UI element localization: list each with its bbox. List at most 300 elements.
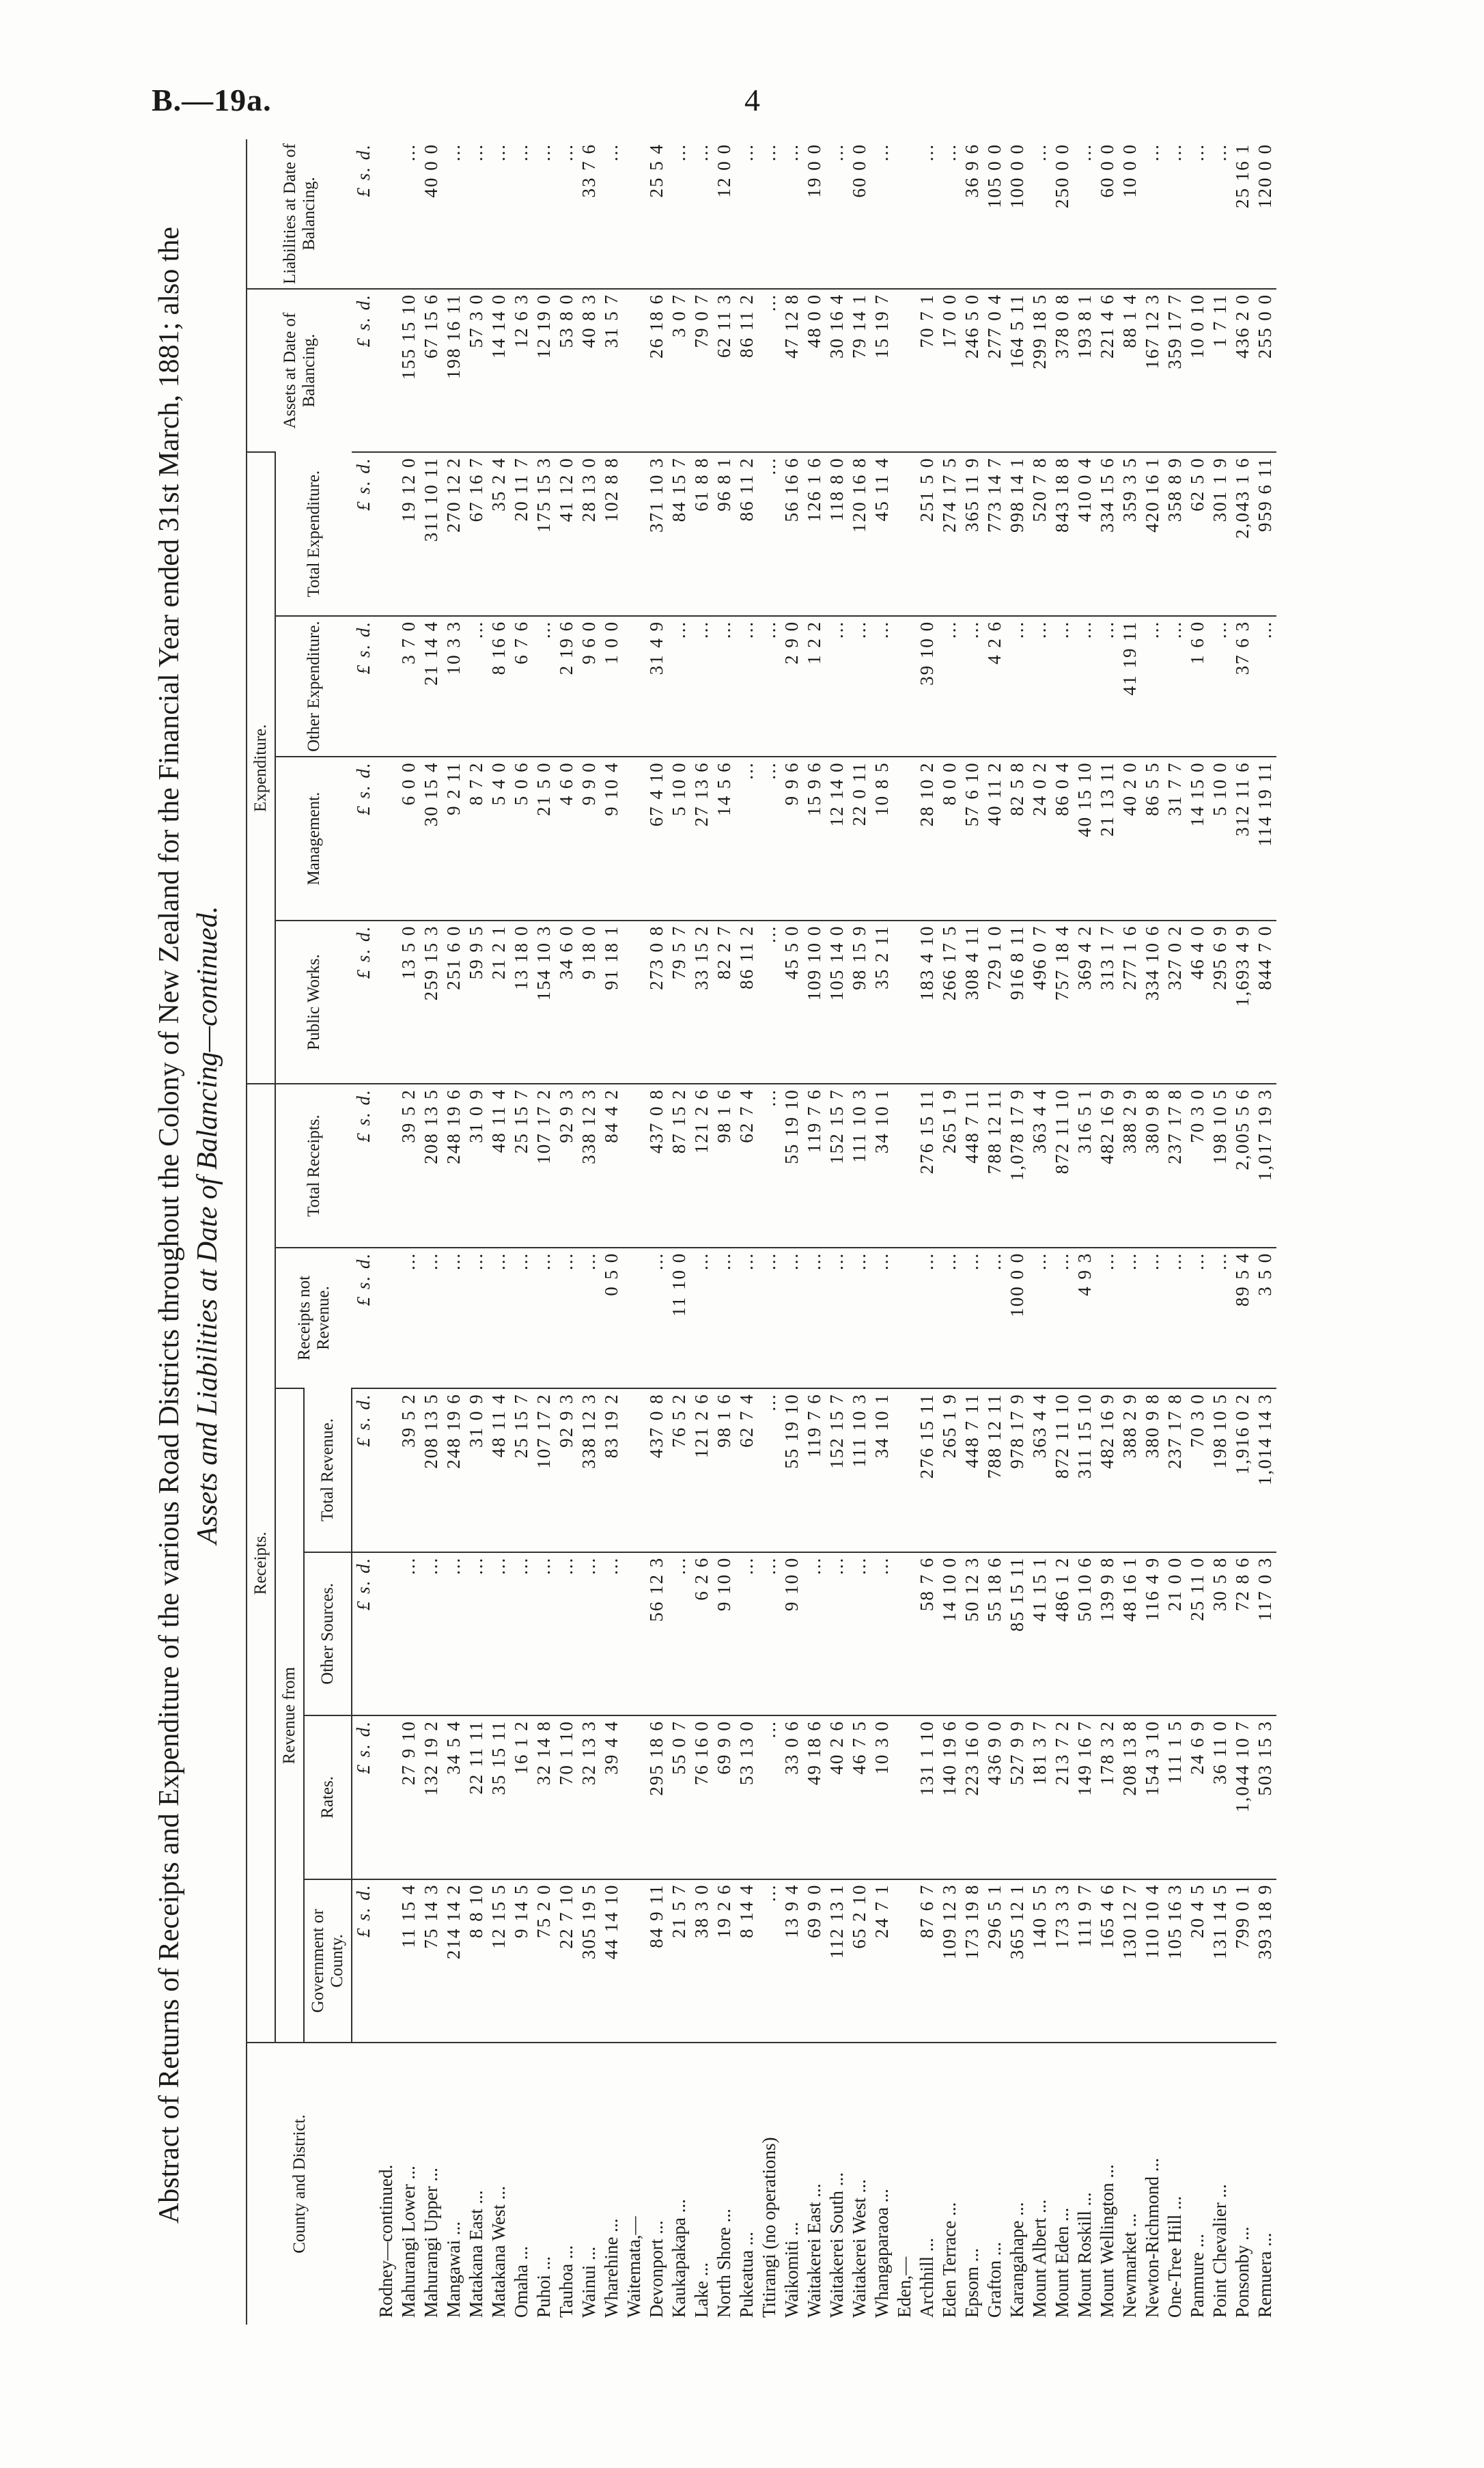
table-cell: 69 9 0: [713, 1715, 736, 1879]
table-cell: 1 6 0: [1186, 616, 1209, 757]
table-cell: 311 15 10: [1074, 1388, 1096, 1552]
table-cell: ...: [420, 1552, 443, 1715]
units-cell: £ s. d.: [352, 1388, 375, 1552]
table-cell: 34 5 4: [443, 1715, 465, 1879]
table-cell: ...: [1209, 1248, 1231, 1388]
district-name: Point Chevalier ...: [1209, 2043, 1231, 2325]
district-name: Wainui ...: [578, 2043, 600, 2325]
table-row: [488, 139, 510, 2325]
table-cell: 67 15 6: [420, 289, 443, 452]
table-cell: ...: [758, 1388, 781, 1552]
table-cell: 301 1 9: [1209, 452, 1231, 615]
table-cell: 87 6 7: [916, 1879, 938, 2043]
table-cell: 67 16 7: [465, 452, 488, 615]
table-cell: 65 2 10: [848, 1879, 871, 2043]
table-cell: 154 3 10: [1141, 1715, 1164, 1879]
table-cell: 53 13 0: [736, 1715, 758, 1879]
table-cell: ...: [690, 616, 713, 757]
district-name: Grafton ...: [983, 2043, 1006, 2325]
table-cell: 27 9 10: [397, 1715, 420, 1879]
table-cell: 208 13 5: [420, 1084, 443, 1248]
table-cell: 334 10 6: [1141, 921, 1164, 1084]
table-cell: ...: [668, 1552, 690, 1715]
table-cell: 193 8 1: [1074, 289, 1096, 452]
table-cell: ...: [758, 921, 781, 1084]
district-name: Eden,—: [893, 2043, 916, 2325]
table-row: [713, 139, 736, 2325]
table-cell: 57 6 10: [961, 757, 983, 920]
table-cell: 118 8 0: [826, 452, 848, 615]
table-cell: 1,078 17 9: [1006, 1084, 1028, 1248]
table-cell: ...: [1028, 1248, 1051, 1388]
table-cell: 111 10 3: [848, 1388, 871, 1552]
table-cell: [623, 139, 645, 289]
table-cell: ...: [1142, 143, 1162, 162]
table-cell: 248 19 6: [443, 1084, 465, 1248]
table-cell: 50 10 6: [1074, 1552, 1096, 1715]
table-cell: 9 9 6: [781, 757, 803, 920]
table-cell: [893, 289, 916, 452]
table-cell: 152 15 7: [826, 1388, 848, 1552]
section-row: [375, 139, 397, 2325]
total-receipts-header: Total Receipts.: [275, 1084, 352, 1248]
table-cell: 17 0 0: [938, 289, 961, 452]
table-cell: 98 1 6: [713, 1084, 736, 1248]
district-name: Titirangi (no operations): [758, 2043, 781, 2325]
table-cell: 6 7 6: [510, 616, 533, 757]
table-cell: ...: [939, 143, 960, 162]
table-cell: 40 2 6: [826, 1715, 848, 1879]
table-cell: 62 7 4: [736, 1388, 758, 1552]
table-cell: [375, 616, 397, 757]
table-row: [600, 139, 623, 2325]
table-cell: 0 5 0: [600, 1248, 623, 1388]
table-cell: 31 5 7: [600, 289, 623, 452]
table-cell: ...: [600, 1552, 623, 1715]
table-cell: 84 9 11: [645, 1879, 668, 2043]
table-cell: 33 0 6: [781, 1715, 803, 1879]
table-cell: 34 6 0: [555, 921, 578, 1084]
table-cell: ...: [916, 143, 937, 162]
table-cell: 112 13 1: [826, 1879, 848, 2043]
table-cell: 237 17 8: [1164, 1084, 1186, 1248]
table-cell: 25 15 7: [510, 1084, 533, 1248]
table-cell: [623, 1552, 645, 1715]
table-cell: 39 4 4: [600, 1715, 623, 1879]
table-cell: 312 11 6: [1231, 757, 1254, 920]
table-cell: ...: [488, 1552, 510, 1715]
table-cell: ...: [1051, 1248, 1074, 1388]
table-cell: ...: [1028, 616, 1051, 757]
table-cell: 959 6 11: [1254, 452, 1276, 615]
table-cell: 111 10 3: [848, 1084, 871, 1248]
table-cell: 178 3 2: [1096, 1715, 1119, 1879]
table-cell: 60 0 0: [849, 143, 869, 198]
table-cell: 32 14 8: [533, 1715, 555, 1879]
table-cell: [375, 1879, 397, 2043]
table-cell: 37 6 3: [1231, 616, 1254, 757]
table-cell: 86 11 2: [736, 289, 758, 452]
table-cell: 9 14 5: [510, 1879, 533, 2043]
table-cell: 32 13 3: [578, 1715, 600, 1879]
table-cell: 410 0 4: [1074, 452, 1096, 615]
table-cell: 4 2 6: [983, 616, 1006, 757]
table-cell: [623, 1879, 645, 2043]
table-cell: 19 0 0: [804, 143, 824, 198]
table-cell: 33 15 2: [690, 921, 713, 1084]
table-cell: 84 15 7: [668, 452, 690, 615]
table-cell: 98 1 6: [713, 1388, 736, 1552]
table-cell: 121 2 6: [690, 1084, 713, 1248]
table-cell: 2 9 0: [781, 616, 803, 757]
table-cell: ...: [758, 616, 781, 757]
table-cell: 119 7 6: [803, 1084, 826, 1248]
table-cell: 173 3 3: [1051, 1879, 1074, 2043]
table-cell: 21 5 0: [533, 757, 555, 920]
table-cell: [623, 921, 645, 1084]
table-cell: ...: [488, 143, 509, 162]
table-cell: 4 9 3: [1074, 1248, 1096, 1388]
table-cell: 55 18 6: [983, 1552, 1006, 1715]
table-cell: 1 2 2: [803, 616, 826, 757]
table-cell: 14 15 0: [1186, 757, 1209, 920]
table-row: [983, 139, 1006, 2325]
title-line-1: Abstract of Returns of Receipts and Expenditure of the various Road Districts throughout the Colony of New Zealand for the Financial Year ended 31st March, 1881; also the: [154, 226, 185, 2224]
table-cell: 1,693 4 9: [1231, 921, 1254, 1084]
table-cell: 107 17 2: [533, 1388, 555, 1552]
table-cell: [893, 616, 916, 757]
table-row: [1096, 139, 1119, 2325]
table-cell: 114 19 11: [1254, 757, 1276, 920]
table-cell: 55 0 7: [668, 1715, 690, 1879]
table-cell: 436 2 0: [1231, 289, 1254, 452]
table-cell: 380 9 8: [1141, 1084, 1164, 1248]
table-cell: 48 0 0: [803, 289, 826, 452]
table-cell: [893, 139, 916, 289]
table-cell: 45 5 0: [781, 921, 803, 1084]
district-name: Mount Albert ...: [1028, 2043, 1051, 2325]
table-cell: 14 5 6: [713, 757, 736, 920]
table-cell: 20 4 5: [1186, 1879, 1209, 2043]
table-cell: ...: [578, 1248, 600, 1388]
table-row: [871, 139, 893, 2325]
table-cell: 25 16 1: [1232, 143, 1252, 208]
table-cell: 84 4 2: [600, 1084, 623, 1248]
district-name: Wharehine ...: [600, 2043, 623, 2325]
table-cell: 13 5 0: [397, 921, 420, 1084]
table-cell: ...: [736, 1552, 758, 1715]
table-cell: 2 19 6: [555, 616, 578, 757]
county-header: County and District.: [247, 2043, 352, 2325]
table-cell: 38 3 0: [690, 1879, 713, 2043]
table-cell: 15 9 6: [803, 757, 826, 920]
table-cell: 10 8 5: [871, 757, 893, 920]
table-cell: 27 13 6: [690, 757, 713, 920]
table-cell: ...: [465, 1248, 488, 1388]
table-cell: 120 0 0: [1255, 143, 1275, 208]
units-cell: £ s. d.: [352, 1552, 375, 1715]
table-cell: 34 10 1: [871, 1084, 893, 1248]
table-row: [736, 139, 758, 2325]
district-name: Tauhoa ...: [555, 2043, 578, 2325]
table-cell: 14 10 0: [938, 1552, 961, 1715]
table-cell: 24 6 9: [1186, 1715, 1209, 1879]
table-cell: 8 0 0: [938, 757, 961, 920]
table-cell: 843 18 8: [1051, 452, 1074, 615]
table-cell: [375, 1715, 397, 1879]
table-cell: ...: [443, 1552, 465, 1715]
table-cell: 76 16 0: [690, 1715, 713, 1879]
table-row: [938, 139, 961, 2325]
table-cell: 11 15 4: [397, 1879, 420, 2043]
table-cell: 214 14 2: [443, 1879, 465, 2043]
table-cell: 100 0 0: [1007, 143, 1027, 208]
district-name: Kaukapakapa ...: [668, 2043, 690, 2325]
units-cell: £ s. d.: [352, 1879, 375, 2043]
table-cell: [375, 289, 397, 452]
table-cell: ...: [781, 1248, 803, 1388]
table-cell: 79 0 7: [690, 289, 713, 452]
table-cell: 420 16 1: [1141, 452, 1164, 615]
table-cell: 41 12 0: [555, 452, 578, 615]
table-cell: 299 18 5: [1028, 289, 1051, 452]
table-cell: 13 9 4: [781, 1879, 803, 2043]
table-cell: 198 10 5: [1209, 1388, 1231, 1552]
table-cell: ...: [397, 1552, 420, 1715]
district-name: Pukeatua ...: [736, 2043, 758, 2325]
table-cell: 69 9 0: [803, 1879, 826, 2043]
table-cell: ...: [1141, 616, 1164, 757]
table-cell: 359 3 5: [1119, 452, 1141, 615]
table-cell: 98 15 9: [848, 921, 871, 1084]
table-cell: 9 10 4: [600, 757, 623, 920]
table-cell: 105 0 0: [984, 143, 1005, 208]
table-cell: 25 15 7: [510, 1388, 533, 1552]
table-cell: [893, 1879, 916, 2043]
page-ref: B.—19a.: [152, 83, 272, 117]
table-cell: 36 11 0: [1209, 1715, 1231, 1879]
table-cell: 788 12 11: [983, 1084, 1006, 1248]
table-cell: 183 4 10: [916, 921, 938, 1084]
table-cell: 47 12 8: [781, 289, 803, 452]
table-cell: ...: [443, 143, 464, 162]
district-name: Newton-Richmond ...: [1141, 2043, 1164, 2325]
table-cell: ...: [758, 1715, 781, 1879]
table-cell: 35 2 11: [871, 921, 893, 1084]
table-cell: ...: [938, 616, 961, 757]
table-cell: ...: [758, 1084, 781, 1248]
table-cell: ...: [916, 1248, 938, 1388]
table-cell: 53 8 0: [555, 289, 578, 452]
district-name: Puhoi ...: [533, 2043, 555, 2325]
table-cell: ...: [465, 616, 488, 757]
table-cell: 40 15 10: [1074, 757, 1096, 920]
table-cell: 36 9 6: [962, 143, 982, 198]
table-cell: 872 11 10: [1051, 1084, 1074, 1248]
table-cell: 2,043 1 6: [1231, 452, 1254, 615]
table-cell: 75 2 0: [533, 1879, 555, 2043]
table-row: [826, 139, 848, 2325]
table-cell: 152 15 7: [826, 1084, 848, 1248]
table-cell: 131 1 10: [916, 1715, 938, 1879]
table-row: [645, 139, 668, 2325]
table-cell: 448 7 11: [961, 1388, 983, 1552]
table-cell: 998 14 1: [1006, 452, 1028, 615]
table-cell: 48 11 4: [488, 1084, 510, 1248]
table-cell: 149 16 7: [1074, 1715, 1096, 1879]
table-cell: 8 8 10: [465, 1879, 488, 2043]
district-name: Mahurangi Lower ...: [397, 2043, 420, 2325]
table-cell: 22 0 11: [848, 757, 871, 920]
table-cell: 82 2 7: [713, 921, 736, 1084]
table-cell: ...: [871, 1552, 893, 1715]
table-cell: 92 9 3: [555, 1388, 578, 1552]
table-cell: 76 5 2: [668, 1388, 690, 1552]
table-cell: 55 19 10: [781, 1388, 803, 1552]
table-cell: ...: [1164, 616, 1186, 757]
table-cell: 35 15 11: [488, 1715, 510, 1879]
district-name: Omaha ...: [510, 2043, 533, 2325]
table-cell: 3 0 7: [668, 289, 690, 452]
table-cell: 121 2 6: [690, 1388, 713, 1552]
table-cell: 56 16 6: [781, 452, 803, 615]
table-cell: 25 11 0: [1186, 1552, 1209, 1715]
district-name: Mount Wellington ...: [1096, 2043, 1119, 2325]
district-name: Waikomiti ...: [781, 2043, 803, 2325]
table-cell: 436 9 0: [983, 1715, 1006, 1879]
table-cell: [375, 1388, 397, 1552]
table-row: [1006, 139, 1028, 2325]
units-cell: £ s. d.: [352, 757, 375, 920]
table-cell: 237 17 8: [1164, 1388, 1186, 1552]
table-cell: 248 19 6: [443, 1388, 465, 1552]
table-cell: ...: [758, 757, 781, 920]
table-row: [465, 139, 488, 2325]
table-cell: 30 16 4: [826, 289, 848, 452]
table-cell: 221 4 6: [1096, 289, 1119, 452]
table-cell: ...: [826, 1552, 848, 1715]
table-cell: 111 1 5: [1164, 1715, 1186, 1879]
table-cell: 154 10 3: [533, 921, 555, 1084]
district-name: One-Tree Hill ...: [1164, 2043, 1186, 2325]
table-cell: 45 11 4: [871, 452, 893, 615]
table-cell: 40 8 3: [578, 289, 600, 452]
table-cell: ...: [826, 616, 848, 757]
table-cell: 273 0 8: [645, 921, 668, 1084]
table-cell: ...: [758, 1248, 781, 1388]
table-cell: 19 2 6: [713, 1879, 736, 2043]
table-cell: ...: [1074, 616, 1096, 757]
table-cell: ...: [759, 143, 779, 162]
table-cell: 181 3 7: [1028, 1715, 1051, 1879]
table-cell: 86 11 2: [736, 921, 758, 1084]
table-cell: 70 1 10: [555, 1715, 578, 1879]
table-cell: ...: [601, 143, 621, 162]
table-cell: 496 0 7: [1028, 921, 1051, 1084]
table-cell: 274 17 5: [938, 452, 961, 615]
table-cell: ...: [510, 1552, 533, 1715]
revenue-from-header: Revenue from: [275, 1388, 304, 2043]
district-name: Newmarket ...: [1119, 2043, 1141, 2325]
table-cell: 26 18 6: [645, 289, 668, 452]
table-cell: 388 2 9: [1119, 1388, 1141, 1552]
table-cell: ...: [533, 1248, 555, 1388]
table-cell: 520 7 8: [1028, 452, 1051, 615]
table-cell: 388 2 9: [1119, 1084, 1141, 1248]
table-row: [803, 139, 826, 2325]
table-cell: 21 2 1: [488, 921, 510, 1084]
government-header: Government or County.: [304, 1879, 352, 2043]
table-cell: [893, 757, 916, 920]
table-cell: 117 0 3: [1254, 1552, 1276, 1715]
table-cell: 503 15 3: [1254, 1715, 1276, 1879]
table-cell: 60 0 0: [1097, 143, 1117, 198]
table-cell: [375, 139, 397, 289]
table-cell: 70 3 0: [1186, 1084, 1209, 1248]
table-cell: 208 13 8: [1119, 1715, 1141, 1879]
table-cell: 92 9 3: [555, 1084, 578, 1248]
table-cell: 130 12 7: [1119, 1879, 1141, 2043]
table-cell: 89 5 4: [1231, 1248, 1254, 1388]
table-cell: [375, 1084, 397, 1248]
table-cell: [623, 616, 645, 757]
table-cell: 12 19 0: [533, 289, 555, 452]
table-cell: ...: [555, 1248, 578, 1388]
table-cell: ...: [1254, 616, 1276, 757]
table-cell: 5 10 0: [668, 757, 690, 920]
table-cell: 24 7 1: [871, 1879, 893, 2043]
table-cell: 44 14 10: [600, 1879, 623, 2043]
table-cell: 9 2 11: [443, 757, 465, 920]
district-name: Matakana West ...: [488, 2043, 510, 2325]
table-row: [1186, 139, 1209, 2325]
table-cell: ...: [691, 143, 712, 162]
table-cell: 327 0 2: [1164, 921, 1186, 1084]
table-cell: ...: [533, 143, 554, 162]
table-cell: [623, 757, 645, 920]
table-cell: 788 12 11: [983, 1388, 1006, 1552]
table-cell: 757 18 4: [1051, 921, 1074, 1084]
table-cell: 978 17 9: [1006, 1388, 1028, 1552]
table-row: [1051, 139, 1074, 2325]
units-row: [352, 139, 375, 2325]
table-cell: 61 8 8: [690, 452, 713, 615]
table-cell: 96 8 1: [713, 452, 736, 615]
table-cell: 22 7 10: [555, 1879, 578, 2043]
table-cell: ...: [1209, 616, 1231, 757]
table-cell: 91 18 1: [600, 921, 623, 1084]
table-cell: 31 7 7: [1164, 757, 1186, 920]
table-cell: ...: [1029, 143, 1050, 162]
table-cell: [375, 757, 397, 920]
title-line-2: Assets and Liabilities at Date of Balancing—continued.: [192, 906, 223, 1545]
district-name: Waitakerei South ...: [826, 2043, 848, 2325]
table-cell: 729 1 0: [983, 921, 1006, 1084]
table-cell: 21 5 7: [668, 1879, 690, 2043]
table-cell: 198 10 5: [1209, 1084, 1231, 1248]
table-cell: ...: [758, 452, 781, 615]
table-cell: ...: [848, 1248, 871, 1388]
table-cell: 12 15 5: [488, 1879, 510, 2043]
table-cell: 39 10 0: [916, 616, 938, 757]
table-cell: ...: [736, 757, 758, 920]
table-cell: [893, 1388, 916, 1552]
table-cell: 371 10 3: [645, 452, 668, 615]
table-cell: 277 1 6: [1119, 921, 1141, 1084]
table-cell: 35 2 4: [488, 452, 510, 615]
table-cell: 251 5 0: [916, 452, 938, 615]
district-name: Waitakerei East ...: [803, 2043, 826, 2325]
